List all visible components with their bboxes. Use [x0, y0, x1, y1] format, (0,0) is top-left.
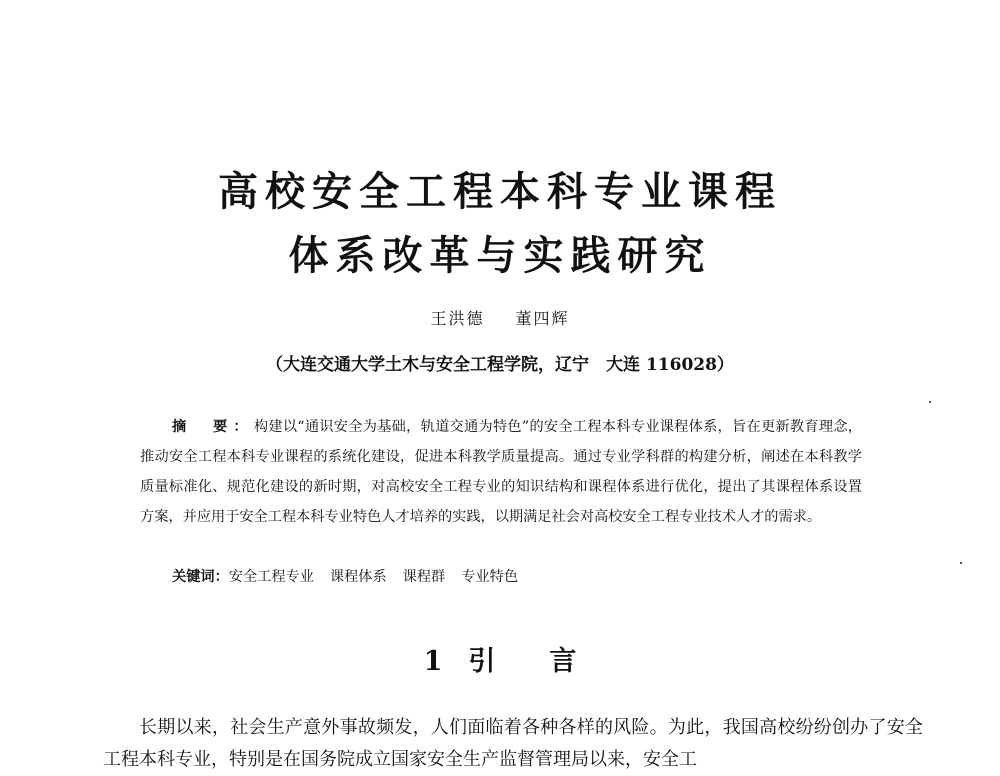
keyword: 课程体系: [329, 569, 387, 585]
abstract-label: 摘 要：: [172, 419, 254, 435]
keyword: 安全工程专业: [228, 569, 314, 585]
scan-speck: [929, 401, 931, 403]
keywords-label: 关键词：: [172, 569, 229, 585]
affiliation: （大连交通大学土木与安全工程学院，辽宁 大连 116028）: [266, 355, 734, 375]
abstract: [140, 412, 862, 532]
scan-speck: [960, 562, 962, 564]
keyword: 专业特色: [461, 569, 519, 585]
abstract-text: 构建以“通识安全为基础，轨道交通为特色”的安全工程本科专业课程体系，旨在更新教育理念，推动安全工程本科专业课程的系统化建设，促进本科教学质量提高。通过专业学科群的构建分析，阐述在本科教学质量标准化、规范化建设的新时期，对高校安全工程专业的知识结构和课程体系进行优化，提出了其课程体系设置方案，并应用于安全工程本科专业特色人才培养的实践，以期满足社会对高校安全工程专业技术人才的需求。: [140, 419, 862, 525]
paper-title-line-1: 高校安全工程本科专业课程: [218, 169, 782, 215]
section-number: 1: [423, 646, 443, 677]
body-paragraph: 长期以来，社会生产意外事故频发，人们面临着各种各样的风险。为此，我国高校纷纷创办了安全工程本科专业，特别是在国务院成立国家安全生产监督管理局以来，安全工: [103, 717, 923, 770]
author-list: [0, 306, 1000, 329]
section-title: 引言: [468, 646, 631, 677]
paper-title-line-2: 体系改革与实践研究: [288, 233, 712, 279]
section-heading: [0, 648, 1000, 675]
keywords: [172, 562, 862, 592]
keyword: 课程群: [402, 569, 446, 585]
author-name: 王洪德: [430, 309, 485, 328]
author-name: 董四辉: [515, 309, 570, 328]
